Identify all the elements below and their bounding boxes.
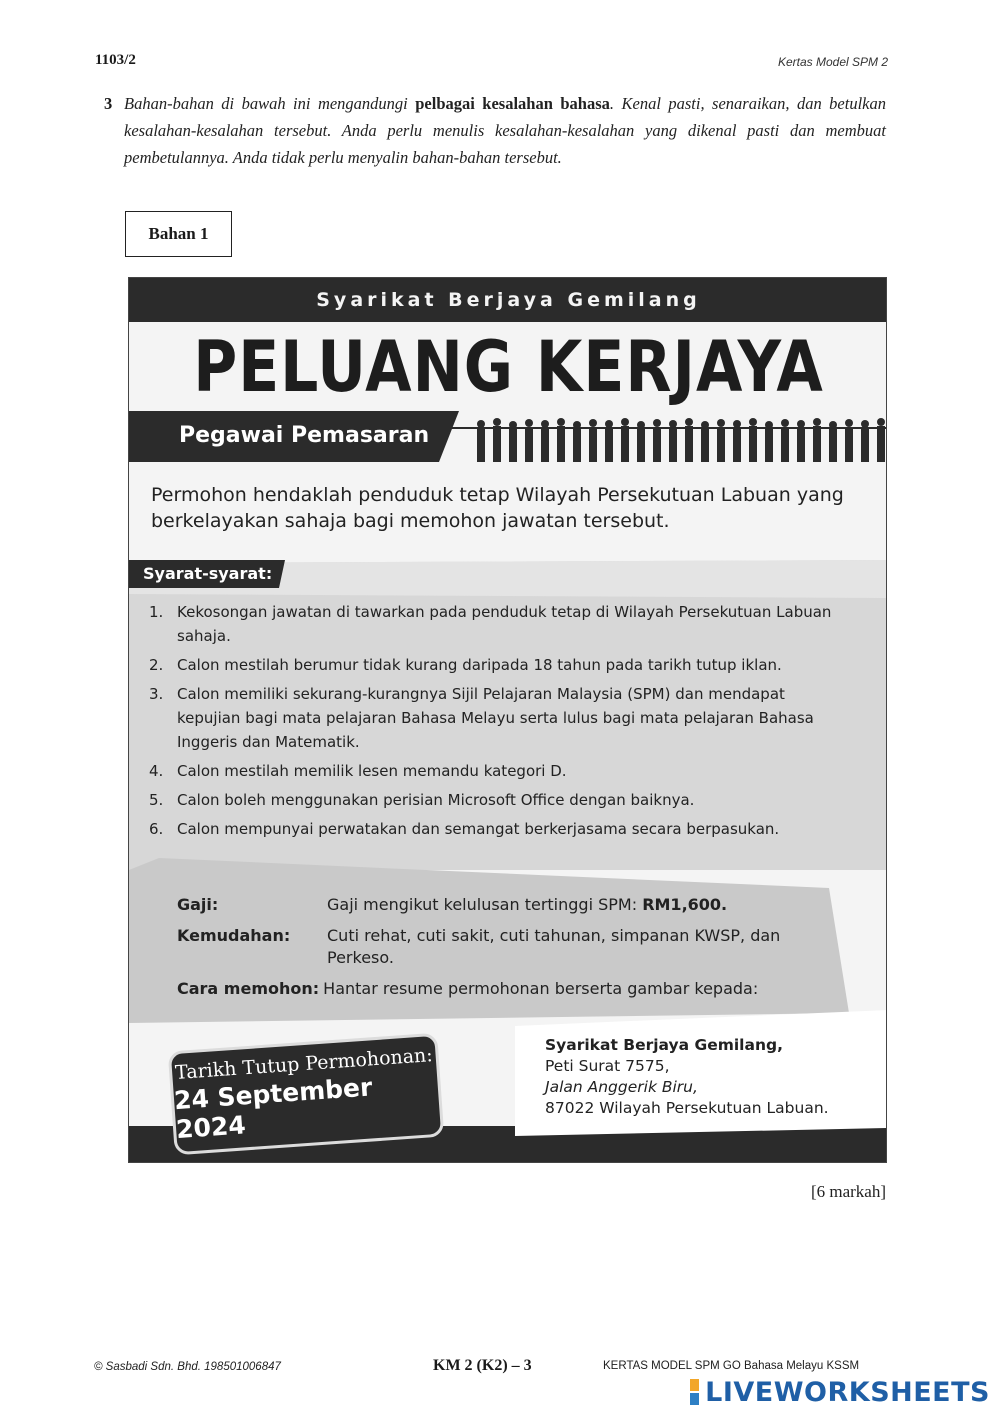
address-line: Peti Surat 7575, <box>545 1057 670 1075</box>
facilities-value: Cuti rehat, cuti sakit, cuti tahunan, simpanan KWSP, dan Perkeso. <box>327 926 781 967</box>
bahan-label: Bahan 1 <box>125 211 232 257</box>
job-poster <box>128 277 887 1163</box>
requirements-list <box>149 600 849 846</box>
poster-title: PELUANG KERJAYA <box>193 326 824 409</box>
question-number: 3 <box>104 94 113 113</box>
paper-code: 1103/2 <box>95 52 136 68</box>
question-instructions <box>104 90 886 171</box>
job-info <box>177 894 817 1009</box>
list-item: 6. Calon mempunyai perwatakan dan semangat berkerjasama secara berpasukan. <box>149 820 780 838</box>
requirements-heading: Syarat-syarat: <box>143 564 273 583</box>
apply-value: Hantar resume permohonan berserta gambar kepada: <box>323 979 759 998</box>
apply-label: Cara memohon: <box>177 979 320 998</box>
list-item: 2. Calon mestilah berumur tidak kurang daripada 18 tahun pada tarikh tutup iklan. <box>149 656 782 674</box>
address-line: Jalan Anggerik Biru, <box>545 1078 698 1096</box>
list-item: 3. Calon memiliki sekurang-kurangnya Sijil Pelajaran Malaysia (SPM) dan mendapat kepujian bagi mata pelajaran Bahasa Melayu serta lulus bagi mata pelajaran Bahasa Inggeris dan Matematik. <box>149 685 814 751</box>
mailing-address <box>545 1035 829 1119</box>
list-item: 1. Kekosongan jawatan di tawarkan pada penduduk tetap di Wilayah Persekutuan Labuan sahaja. <box>149 603 832 645</box>
question-text: Bahan-bahan di bawah ini mengandungi pelbagai kesalahan bahasa. Kenal pasti, senaraikan, dan betulkan kesalahan-kesalahan tersebut. Anda perlu menulis kesalahan-kesalahan yang dikenal pasti dan membuat pembetulannya. Anda tidak perlu menyalin bahan-bahan tersebut. <box>124 94 886 167</box>
series-title: KERTAS MODEL SPM GO Bahasa Melayu KSSM <box>603 1360 860 1372</box>
closing-date-value: 24 September 2024 <box>173 1072 374 1145</box>
intro-text: Permohon hendaklah penduduk tetap Wilayah Persekutuan Labuan yang berkelayakan sahaja bagi memohon jawatan tersebut. <box>151 484 844 532</box>
salary-value: Gaji mengikut kelulusan tertinggi SPM: RM1,600. <box>327 895 728 914</box>
address-company: Syarikat Berjaya Gemilang, <box>545 1036 783 1054</box>
salary-row <box>177 894 817 916</box>
liveworksheets-logo <box>690 1376 990 1408</box>
facilities-label: Kemudahan: <box>177 926 291 945</box>
closing-date-label: Tarikh Tutup Permohonan: <box>174 1044 434 1085</box>
apply-row <box>177 978 817 1000</box>
marks-label: [6 markah] <box>810 1182 886 1201</box>
watermark-text: LIVEWORKSHEETS <box>705 1376 990 1408</box>
liveworksheets-icon <box>690 1379 699 1405</box>
list-item: 5. Calon boleh menggunakan perisian Microsoft Office dengan baiknya. <box>149 791 695 809</box>
facilities-row <box>177 925 817 969</box>
job-position: Pegawai Pemasaran <box>179 423 430 448</box>
salary-label: Gaji: <box>177 895 219 914</box>
list-item: 4. Calon mestilah memilik lesen memandu kategori D. <box>149 762 567 780</box>
company-banner <box>129 278 887 322</box>
company-name: Syarikat Berjaya Gemilang <box>316 289 701 311</box>
address-line: 87022 Wilayah Persekutuan Labuan. <box>545 1099 829 1117</box>
publisher-credit: © Sasbadi Sdn. Bhd. 198501006847 <box>94 1361 281 1373</box>
question-bold-phrase: pelbagai kesalahan bahasa <box>415 94 610 113</box>
paper-title: Kertas Model SPM 2 <box>777 55 888 69</box>
closing-date-badge <box>168 1033 445 1156</box>
page-code: KM 2 (K2) – 3 <box>433 1357 532 1374</box>
